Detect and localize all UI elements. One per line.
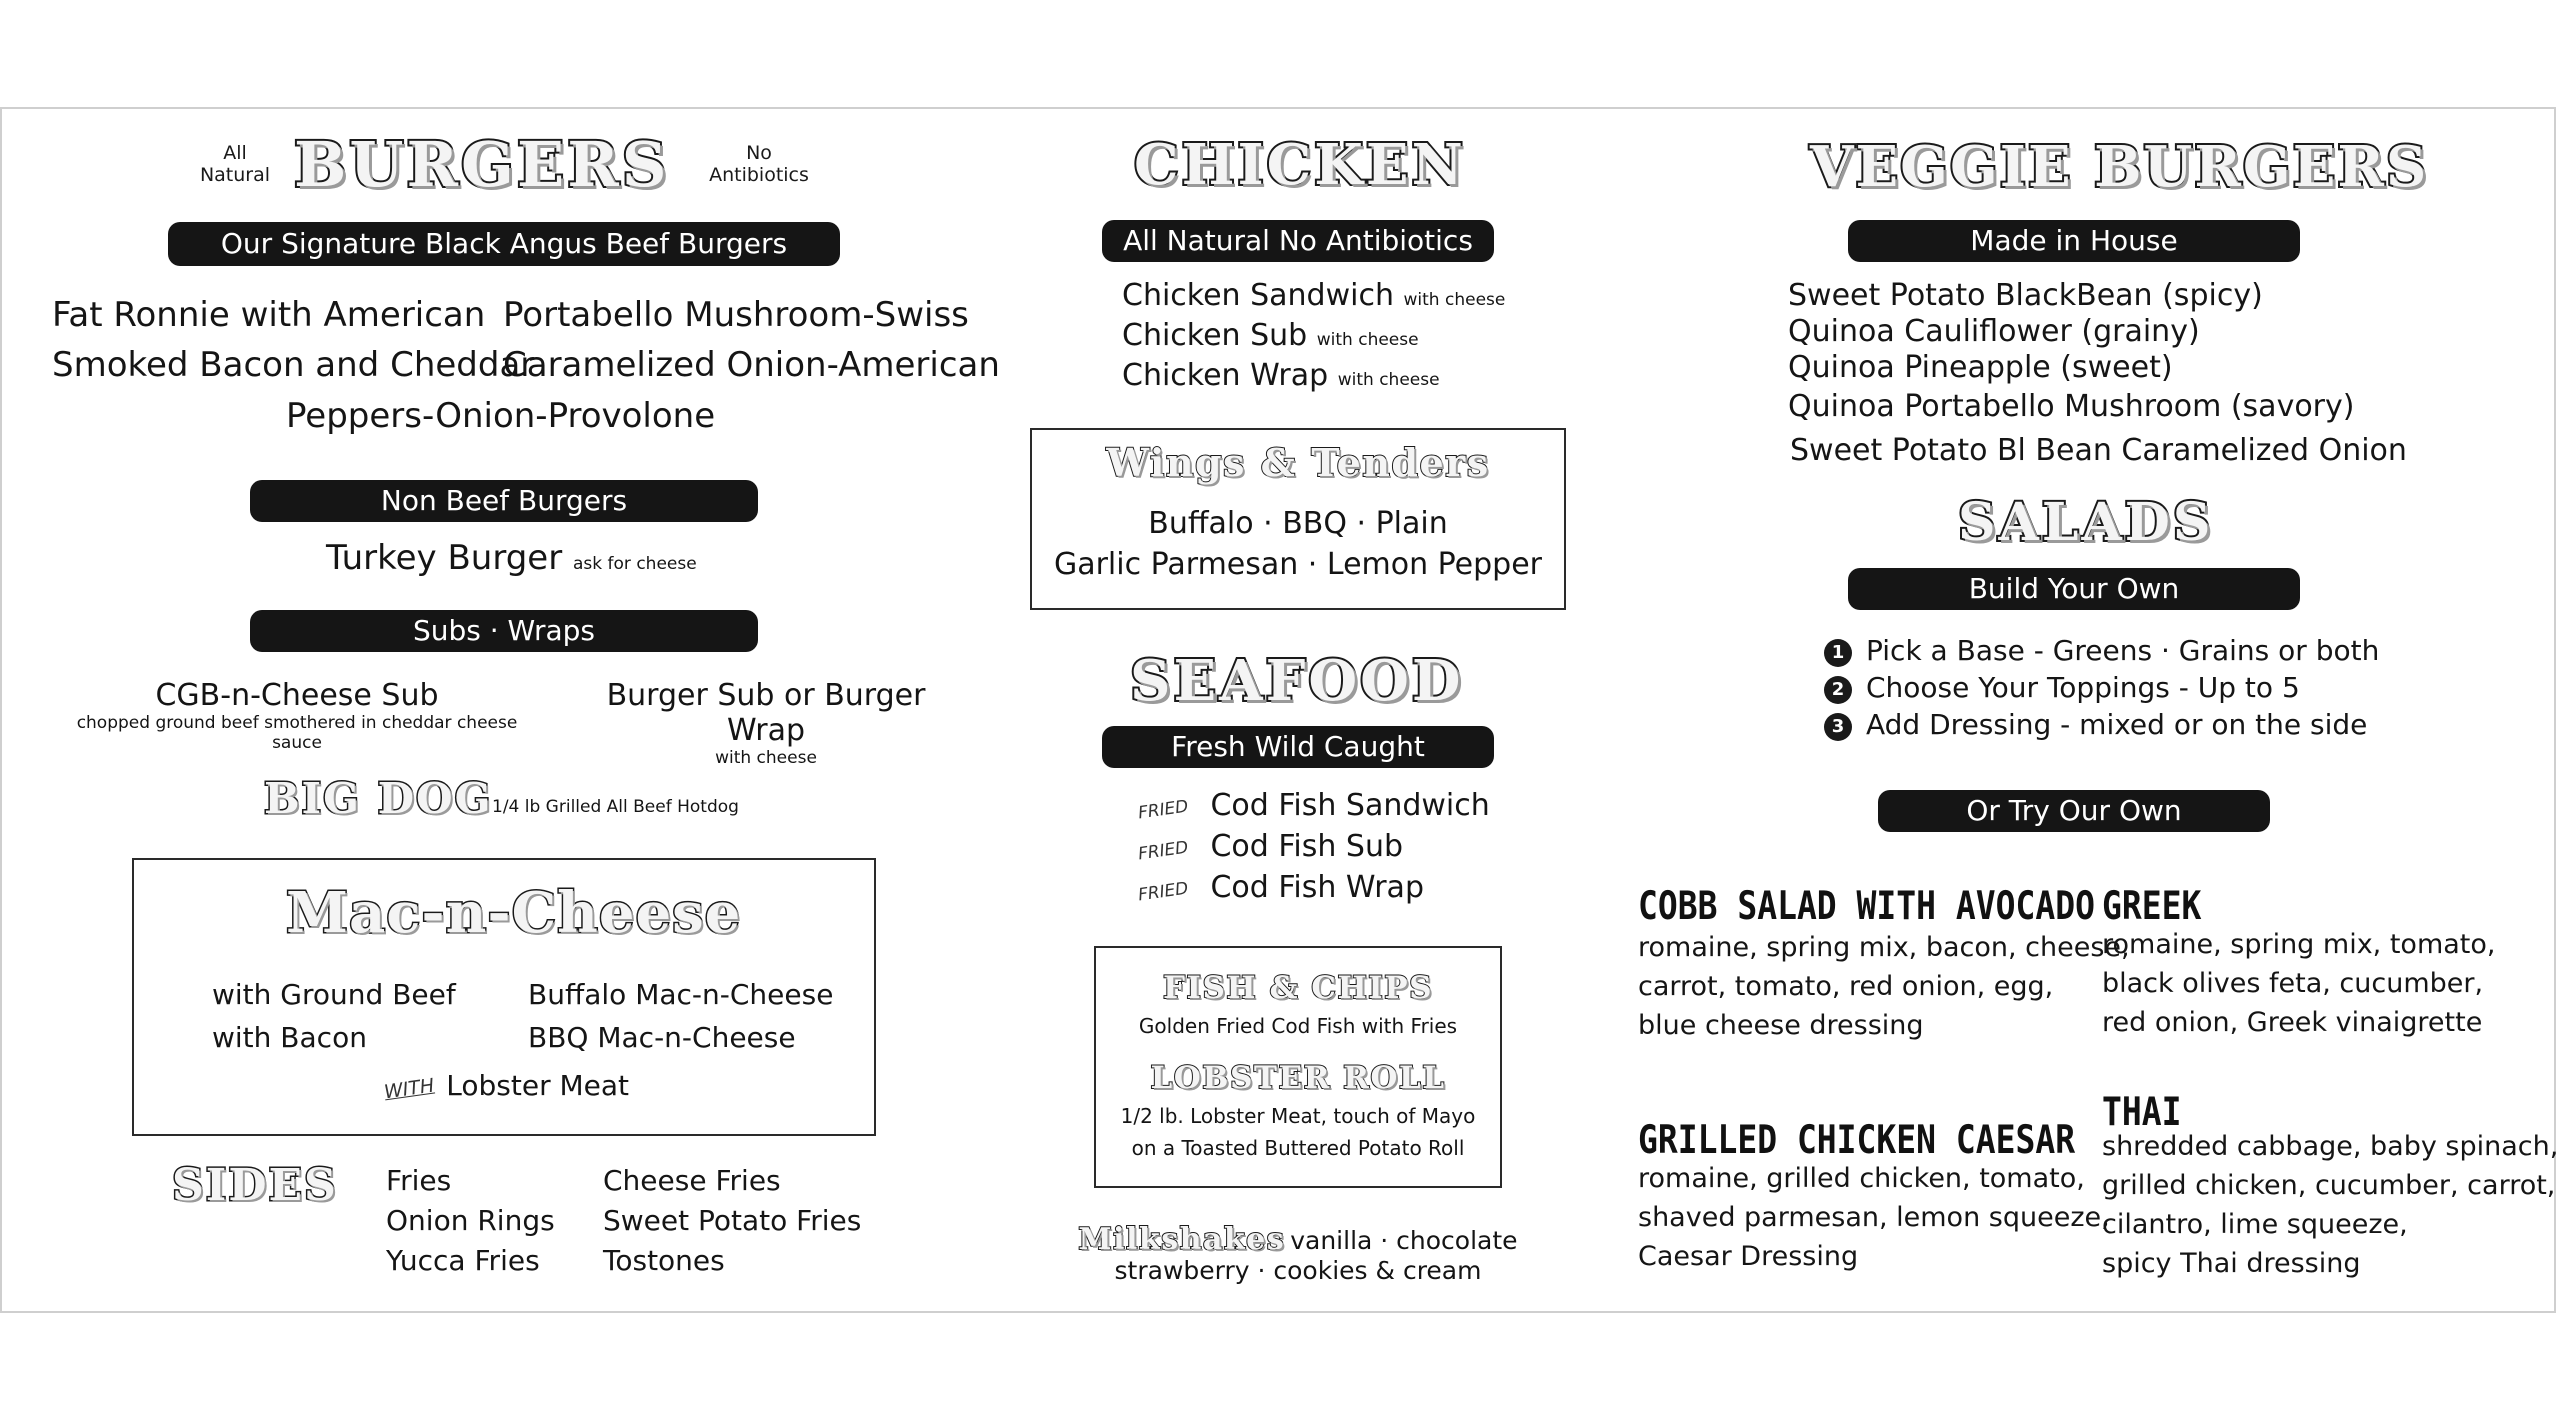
item-name: Chicken Wrap: [1122, 358, 1329, 393]
seafood-banner: Fresh Wild Caught: [1102, 726, 1494, 768]
step-text: Choose Your Toppings - Up to 5: [1866, 671, 2300, 704]
milkshakes-line: [1040, 1222, 1556, 1257]
desc-line: romaine, spring mix, bacon, cheese,: [1638, 932, 2130, 963]
item-note: with cheese: [1337, 370, 1440, 390]
milkshakes-title: Milkshakes: [1078, 1222, 1286, 1257]
wings-flavors-1: Buffalo · BBQ · Plain: [1148, 506, 1448, 541]
wings-flavors-2: Garlic Parmesan · Lemon Pepper: [1053, 547, 1543, 582]
desc-line: romaine, grilled chicken, tomato,: [1638, 1163, 2085, 1194]
fried-label: FRIED: [1136, 837, 1190, 865]
chicken-item: [1122, 278, 1505, 313]
salad-step: [1824, 708, 2367, 741]
item-note: with cheese: [1316, 330, 1419, 350]
item-note: chopped ground beef smothered in cheddar cheese sauce: [76, 713, 518, 753]
burger-sub-item: [566, 678, 966, 768]
veggie-item: Quinoa Portabello Mushroom (savory): [1788, 389, 2355, 424]
mac-n-cheese-title: Mac-n-Cheese: [286, 880, 742, 946]
desc-line: shredded cabbage, baby spinach,: [2102, 1131, 2559, 1162]
step-number: 2: [1824, 676, 1852, 704]
fried-label: FRIED: [1136, 796, 1190, 824]
big-dog-note: 1/4 lb Grilled All Beef Hotdog: [492, 797, 739, 817]
salad-step: [1824, 671, 2300, 704]
chicken-item: [1122, 318, 1419, 353]
side-item: Yucca Fries: [386, 1244, 540, 1277]
step-number: 1: [1824, 639, 1852, 667]
tag-line: All: [223, 142, 247, 164]
salad-step: [1824, 634, 2379, 667]
item-name: Turkey Burger: [326, 538, 563, 578]
sides-title: SIDES: [172, 1160, 338, 1211]
with-label: WITH: [382, 1074, 436, 1104]
subs-wraps-banner: Subs · Wraps: [250, 610, 758, 652]
menu-item: Caramelized Onion-American: [503, 345, 1000, 385]
step-text: Pick a Base - Greens · Grains or both: [1866, 634, 2380, 667]
lobster-roll-title: LOBSTER ROLL: [1150, 1060, 1446, 1096]
fish-chips-title: FISH & CHIPS: [1163, 970, 1433, 1006]
side-item: Cheese Fries: [603, 1164, 781, 1197]
side-item: Tostones: [603, 1244, 725, 1277]
side-item: Fries: [386, 1164, 452, 1197]
lobster-roll-desc: on a Toasted Buttered Potato Roll: [1131, 1136, 1465, 1160]
item-name: Cod Fish Wrap: [1210, 870, 1424, 905]
mac-item: Buffalo Mac-n-Cheese: [528, 978, 834, 1011]
desc-line: carrot, tomato, red onion, egg,: [1638, 971, 2054, 1002]
turkey-burger-item: [326, 538, 697, 578]
mac-item: with Bacon: [212, 1021, 367, 1054]
thai-salad-desc: [2102, 1127, 2558, 1283]
desc-line: shaved parmesan, lemon squeeze,: [1638, 1202, 2110, 1233]
desc-line: black olives feta, cucumber,: [2102, 968, 2484, 999]
item-name: Chicken Sandwich: [1122, 278, 1394, 313]
tag-line: Natural: [199, 164, 271, 186]
desc-line: cilantro, lime squeeze,: [2102, 1209, 2408, 1240]
milkshake-flavors: vanilla · chocolate: [1290, 1226, 1518, 1255]
mac-item: BBQ Mac-n-Cheese: [528, 1021, 796, 1054]
milkshake-flavors-2: strawberry · cookies & cream: [1114, 1256, 1482, 1285]
menu-item: Portabello Mushroom-Swiss: [503, 295, 969, 335]
caesar-salad-name: GRILLED CHICKEN CAESAR: [1638, 1116, 2076, 1163]
step-text: Add Dressing - mixed or on the side: [1866, 708, 2368, 741]
lobster-roll-desc: 1/2 lb. Lobster Meat, touch of Mayo: [1120, 1104, 1476, 1128]
chicken-title: CHICKEN: [1134, 132, 1466, 198]
step-number: 3: [1824, 713, 1852, 741]
item-note: with cheese: [715, 748, 817, 768]
desc-line: grilled chicken, cucumber, carrot,: [2102, 1170, 2556, 1201]
item-note: with cheese: [1403, 290, 1506, 310]
all-natural-tag: [192, 142, 278, 186]
mac-lobster-item: [384, 1069, 629, 1102]
item-name: CGB-n-Cheese Sub: [155, 678, 439, 713]
veggie-item: Quinoa Cauliflower (grainy): [1788, 314, 2200, 349]
item-name: Cod Fish Sub: [1210, 829, 1404, 864]
chicken-item: [1122, 358, 1440, 393]
fried-label: FRIED: [1136, 878, 1190, 906]
caesar-salad-desc: [1638, 1159, 2110, 1276]
seafood-item: [1138, 870, 1424, 905]
wings-title: Wings & Tenders: [1106, 440, 1490, 485]
menu-item: Peppers-Onion-Provolone: [286, 396, 716, 436]
greek-salad-name: GREEK: [2102, 882, 2202, 929]
item-note: ask for cheese: [573, 554, 697, 574]
burgers-title: BURGERS: [294, 128, 670, 201]
seafood-item: [1138, 829, 1403, 864]
veggie-item: Sweet Potato BlackBean (spicy): [1788, 278, 2263, 313]
item-name: Lobster Meat: [446, 1069, 630, 1102]
cgb-sub-item: [62, 678, 532, 753]
tag-line: No: [746, 142, 772, 164]
chicken-banner: All Natural No Antibiotics: [1102, 220, 1494, 262]
cobb-salad-name: COBB SALAD WITH AVOCADO: [1638, 882, 2095, 929]
seafood-item: [1138, 788, 1490, 823]
tag-line: Antibiotics: [709, 164, 809, 186]
seafood-title: SEAFOOD: [1130, 648, 1464, 714]
fish-chips-desc: Golden Fried Cod Fish with Fries: [1138, 1014, 1458, 1038]
greek-salad-desc: [2102, 925, 2496, 1042]
veggie-burgers-title: VEGGIE BURGERS: [1810, 134, 2429, 200]
veggie-item: Quinoa Pineapple (sweet): [1788, 350, 2173, 385]
build-your-own-banner: Build Your Own: [1848, 568, 2300, 610]
mac-item: with Ground Beef: [212, 978, 456, 1011]
item-name: Cod Fish Sandwich: [1210, 788, 1490, 823]
thai-salad-name: THAI: [2102, 1088, 2182, 1135]
side-item: Onion Rings: [386, 1204, 555, 1237]
no-antibiotics-tag: [700, 142, 818, 186]
signature-burgers-banner: Our Signature Black Angus Beef Burgers: [168, 222, 840, 266]
side-item: Sweet Potato Fries: [603, 1204, 862, 1237]
desc-line: Caesar Dressing: [1638, 1241, 1859, 1272]
salads-title: SALADS: [1958, 492, 2214, 553]
veggie-item: Sweet Potato Bl Bean Caramelized Onion: [1790, 433, 2407, 468]
menu-item: Smoked Bacon and Cheddar: [52, 345, 535, 385]
veggie-banner: Made in House: [1848, 220, 2300, 262]
item-name: Burger Sub or Burger Wrap: [606, 678, 926, 748]
item-name: Chicken Sub: [1122, 318, 1308, 353]
desc-line: red onion, Greek vinaigrette: [2102, 1007, 2483, 1038]
menu-item: Fat Ronnie with American: [52, 295, 486, 335]
try-our-own-banner: Or Try Our Own: [1878, 790, 2270, 832]
non-beef-banner: Non Beef Burgers: [250, 480, 758, 522]
big-dog-title: BIG DOG: [264, 774, 493, 823]
desc-line: romaine, spring mix, tomato,: [2102, 929, 2496, 960]
cobb-salad-desc: [1638, 928, 2130, 1045]
desc-line: spicy Thai dressing: [2102, 1248, 2361, 1279]
desc-line: blue cheese dressing: [1638, 1010, 1924, 1041]
